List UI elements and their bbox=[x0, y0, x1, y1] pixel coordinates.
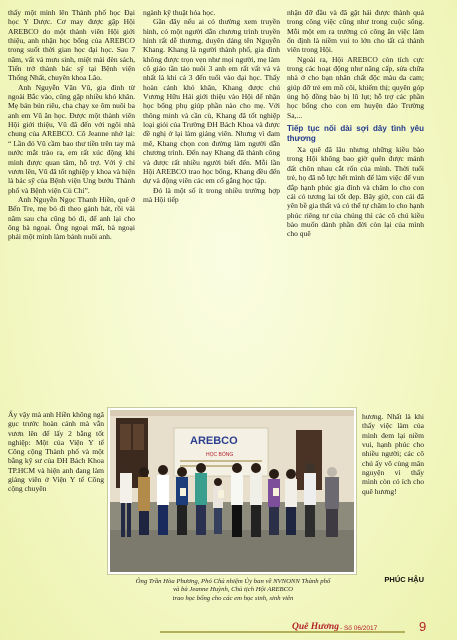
caption-line: và bà Jeanne Huỳnh, Chủ tịch Hội AREBCO bbox=[173, 586, 293, 594]
photo-wrap-left-text bbox=[8, 410, 104, 494]
paragraph: Gần đây nếu ai có thường xem truyền hình, có một người dẫn chương trình truyền hình rất dễ thương, duyên dáng tên Nguyễn Khang. Khang là người thành phố, gia đình không được trọn vẹn như mọi người, mẹ làm cô giáo tần tảo nuôi 3 anh em rất vất vả và nhất là khi cả 3 đến tuổi vào đại học. Thấy hoàn cảnh khó khăn, Khang được chú Vương Hữu Hải giới thiệu vào Hội để nhận học bổng phụ giúp phần nào cho mẹ. Với thông minh và cần cù, Khang đã tốt nghiệp loại giỏi của Trường ĐH Bách Khoa và được đề nghị ở lại làm giảng viên. Nhưng vì đam mê, Khang chọn con đường làm người dẫn chương trình. Đến nay Khang đã thành công và được rất nhiều người biết đến. Mỗi lần Hội AREBCO trao học bổng, Khang đều đến dự và động viên các em cố gắng học tập. bbox=[143, 17, 280, 186]
column-2 bbox=[143, 8, 280, 204]
caption-line: trao học bổng cho các em học sinh, sinh viên bbox=[172, 594, 294, 602]
photo-wrap-right-text bbox=[362, 412, 424, 496]
paragraph: hương. Nhất là khi thấy việc làm của mình đem lại niềm vui, hạnh phúc cho nhiều người; các cô chú ấy vô cùng mãn nguyện vì thấy mình còn có ích cho quê hương! bbox=[362, 412, 424, 496]
paragraph: Ngoài ra, Hội AREBCO còn tích cực trong các hoạt động như nâng cấp, sửa chữa nhà ở cho bạn nhân chất độc màu da cam; giúp đỡ trẻ em mồ côi, khiếm thị; quyên góp ủng hộ đồng bào bị lũ lụt; hỗ trợ các phần học bổng cho con em huyện đảo Trường Sa,... bbox=[287, 54, 424, 120]
group-photo bbox=[108, 408, 356, 574]
paragraph: nhận đỡ đầu và đã gặt hái được thành quả trong công việc cũng như trong cuộc sống. Mỗi một em ra trường có công ăn việc làm ổn định là niềm vui to lớn cho tất cả thành viên trong Hội. bbox=[287, 8, 424, 55]
paragraph: Anh Nguyễn Văn Vũ, gia đình từ ngoài Bắc vào, cũng gặp nhiều khó khăn. Mẹ bán bún riêu, cha chạy xe ôm nuôi ba anh em Vũ ăn học. Được một thành viên Hội giới thiệu, Vũ đã đến với ngôi nhà chung của AREBCO. Cô Jeanne nhớ lại: “ Lần đó Vũ cầm bao thư tiền trên tay mà nước mắt trào ra, em rất xúc động khi mình được quan tâm, hỗ trợ. Với ý chí vươn lên, Vũ đã tốt nghiệp y khoa và hiện là bác sỹ của Bệnh viện Ung bướu Thành phố và Bệnh viện Củ Chi”. bbox=[8, 82, 135, 195]
photo-caption bbox=[108, 578, 358, 603]
magazine-logo: Quê Hương bbox=[292, 622, 339, 632]
photo-illustration bbox=[110, 410, 354, 572]
page-footer bbox=[0, 618, 457, 640]
section-heading: Tiếp tục nối dài sợi dây tình yêu thương bbox=[287, 124, 424, 143]
issue-number: - Số 06/2017 bbox=[340, 625, 378, 632]
caption-line: Ông Trần Hòa Phương, Phó Chủ nhiệm Ủy ban về NVNONN Thành phố bbox=[135, 578, 331, 585]
paragraph: Ấy vậy mà anh Hiền không ngã gục trước hoàn cảnh mà vẫn vươn lên để lấy 2 bằng tốt nghiệp: Một của Viện Y tế Công cộng Thành phố và một bằng kỹ sư của ĐH Bách Khoa TP.HCM và hiện anh đang làm giảng viên ở Viện Y tế Công cộng chuyên bbox=[8, 410, 104, 494]
paragraph: Xa quê đã lâu nhưng những kiều bào trong Hội không bao giờ quên được mảnh đất chôn nhau cắt rốn của mình. Thời tuổi trẻ, họ đã nỗ lực hết mình để làm việc để vun đắp hạnh phúc gia đình và chăm lo cho con cái có tương lai tốt đẹp. Bây giờ, con cái đã yên bề gia thất và có thể tự chăm lo cho hạnh phúc riêng tư của chúng thì các cô chú kiều bào muốn dành phần đời còn lại của mình cho quê bbox=[287, 145, 424, 239]
column-1 bbox=[8, 8, 135, 242]
paragraph: ngành kỹ thuật hóa học. bbox=[143, 8, 216, 17]
paragraph: Đó là một số ít trong nhiều trường hợp mà Hội tiếp bbox=[143, 185, 280, 204]
author-byline: PHÚC HẬU bbox=[384, 575, 424, 584]
page-number: 9 bbox=[419, 619, 427, 634]
banner-subtitle: HỌC BỔNG bbox=[206, 452, 234, 458]
banner-title: AREBCO bbox=[190, 435, 238, 447]
photo-scene bbox=[110, 410, 354, 572]
column-3 bbox=[287, 8, 424, 239]
paragraph: thấy một mình lên Thành phố học Đại học Y Dược. Cơ may được gặp Hội AREBCO do một thành viên Hội giới thiệu, anh nhận học bổng của AREBCO trong suốt thời gian học đại học. Sau 7 năm, vất vả mưu sinh, miệt mài đèn sách, Tiến trở thành bác sỹ tại Bệnh viện Thống Nhất, chuyên khoa Lão. bbox=[8, 8, 135, 83]
paragraph: Anh Nguyễn Ngọc Thanh Hiền, quê ở Bến Tre, mẹ bỏ đi theo gánh hát, rồi vài năm sau cha cũng bỏ đi, để anh lại cho ông bà ngoại. Ông ngoại mất, bà ngoại phải một mình làm bánh nuôi anh. bbox=[8, 194, 135, 242]
